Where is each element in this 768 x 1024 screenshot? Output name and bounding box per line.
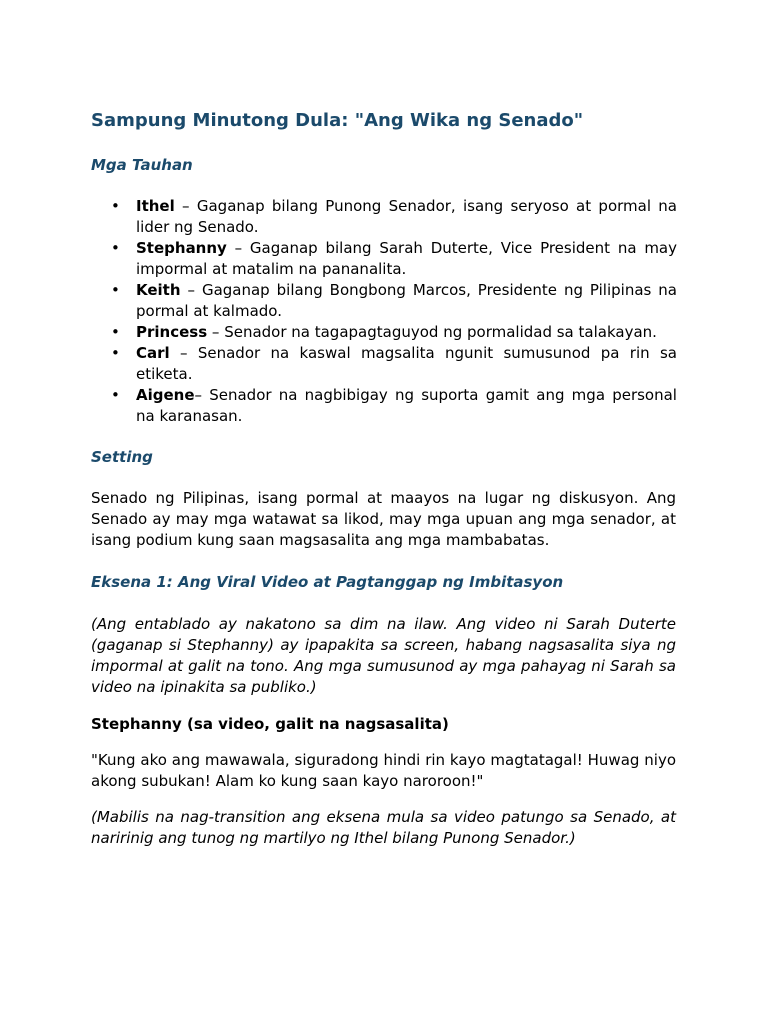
- bullet-icon: •: [111, 323, 120, 341]
- cast-separator: –: [207, 323, 225, 341]
- setting-paragraph: Senado ng Pilipinas, isang pormal at maayos na lugar ng diskusyon. Ang Senado ay may mga watawat sa likod, may mga upuan ang mga senador, at isang podium kung saan magsasalita ang mga mambabatas.: [91, 489, 676, 549]
- cast-separator: –: [174, 197, 197, 215]
- bullet-icon: •: [111, 386, 120, 404]
- cast-name: Ithel: [136, 197, 175, 215]
- bullet-icon: •: [111, 344, 120, 362]
- stage-direction-transition: (Mabilis na nag-transition ang eksena mula sa video patungo sa Senado, at naririnig ang tunog ng martilyo ng Ithel bilang Punong Senador.): [91, 808, 676, 847]
- cast-description: Senador na kaswal magsalita ngunit sumusunod pa rin sa etiketa.: [136, 344, 677, 383]
- cast-item: [91, 322, 677, 343]
- cast-name: Stephanny: [136, 239, 227, 257]
- bullet-icon: •: [111, 197, 120, 215]
- cast-item: [91, 343, 677, 385]
- speaker-name: Stephanny (sa video, galit na nagsasalita): [91, 715, 449, 733]
- stage-direction: (Ang entablado ay nakatono sa dim na ilaw. Ang video ni Sarah Duterte (gaganap si Stephanny) ay ipapakita sa screen, habang nagsasalita siya ng impormal at galit na tono. Ang mga sumusunod ay mga pahayag ni Sarah sa video na ipinakita sa publiko.): [91, 615, 676, 696]
- cast-name: Keith: [136, 281, 181, 299]
- cast-item: [91, 280, 677, 322]
- cast-description: Senador na nagbibigay ng suporta gamit ang mga personal na karanasan.: [136, 386, 677, 425]
- cast-item: [91, 196, 677, 238]
- cast-separator: –: [194, 386, 210, 404]
- cast-list: [91, 196, 677, 427]
- cast-item: [91, 238, 677, 280]
- bullet-icon: •: [111, 239, 120, 257]
- cast-heading: Mga Tauhan: [91, 156, 193, 174]
- scene-1-heading: Eksena 1: Ang Viral Video at Pagtanggap ng Imbitasyon: [91, 573, 564, 591]
- cast-description: Gaganap bilang Sarah Duterte, Vice President na may impormal at matalim na pananalita.: [136, 239, 677, 278]
- cast-description: Senador na tagapagtaguyod ng pormalidad sa talakayan.: [224, 323, 657, 341]
- document-title: Sampung Minutong Dula: "Ang Wika ng Senado": [91, 110, 584, 131]
- cast-item: [91, 385, 677, 427]
- cast-description: Gaganap bilang Punong Senador, isang seryoso at pormal na lider ng Senado.: [136, 197, 677, 236]
- cast-separator: –: [180, 281, 202, 299]
- cast-name: Princess: [136, 323, 208, 341]
- cast-separator: –: [169, 344, 198, 362]
- cast-description: Gaganap bilang Bongbong Marcos, Presidente ng Pilipinas na pormal at kalmado.: [136, 281, 678, 320]
- cast-name: Carl: [136, 344, 170, 362]
- cast-separator: –: [226, 239, 250, 257]
- dialogue-line: "Kung ako ang mawawala, siguradong hindi rin kayo magtatagal! Huwag niyo akong subukan! Alam ko kung saan kayo naroroon!": [91, 751, 676, 790]
- setting-heading: Setting: [91, 448, 153, 466]
- cast-name: Aigene: [136, 386, 195, 404]
- bullet-icon: •: [111, 281, 120, 299]
